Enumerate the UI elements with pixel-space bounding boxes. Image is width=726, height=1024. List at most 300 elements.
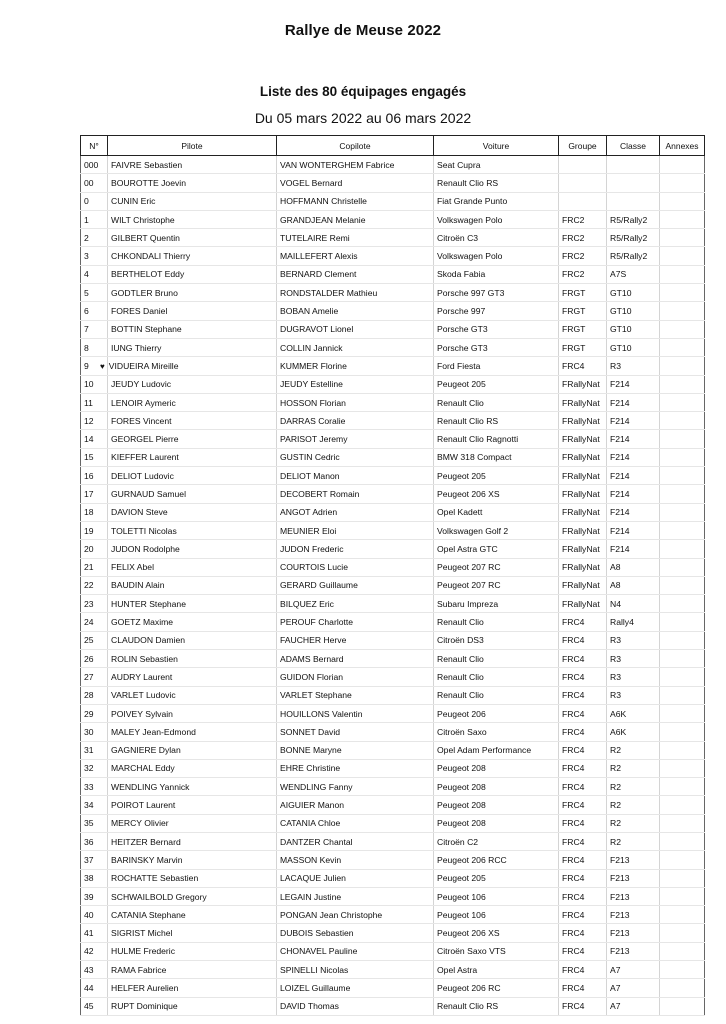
cell-copilote: CHONAVEL Pauline <box>277 942 434 960</box>
cell-pilote: HEITZER Bernard <box>108 832 277 850</box>
cell-copilote: VARLET Stephane <box>277 686 434 704</box>
cell-groupe: FRC4 <box>559 814 607 832</box>
cell-groupe: FRallyNat <box>559 576 607 594</box>
cell-voiture: Citroën DS3 <box>434 631 559 649</box>
cell-pilote: VARLET Ludovic <box>108 686 277 704</box>
cell-copilote: LOIZEL Guillaume <box>277 979 434 997</box>
table-row <box>81 430 705 448</box>
cell-voiture: Peugeot 207 RC <box>434 558 559 576</box>
cell-classe: R3 <box>607 686 660 704</box>
cell-copilote: BERNARD Clement <box>277 265 434 283</box>
cell-copilote: PARISOT Jeremy <box>277 430 434 448</box>
cell-voiture: Peugeot 208 <box>434 796 559 814</box>
cell-annexes <box>660 631 705 649</box>
cell-copilote: JUDON Frederic <box>277 540 434 558</box>
cell-groupe: FRC4 <box>559 796 607 814</box>
cell-groupe: FRGT <box>559 338 607 356</box>
cell-num: 28 <box>81 686 108 704</box>
cell-classe: F214 <box>607 521 660 539</box>
cell-voiture: Renault Clio RS <box>434 997 559 1015</box>
cell-annexes <box>660 686 705 704</box>
cell-classe: F213 <box>607 887 660 905</box>
table-row <box>81 778 705 796</box>
cell-classe: N4 <box>607 595 660 613</box>
cell-voiture: Opel Astra GTC <box>434 540 559 558</box>
cell-classe: Rally4 <box>607 613 660 631</box>
cell-groupe: FRC4 <box>559 887 607 905</box>
cell-voiture: Renault Clio Ragnotti <box>434 430 559 448</box>
cell-voiture: Subaru Impreza <box>434 595 559 613</box>
cell-voiture: Fiat Grande Punto <box>434 192 559 210</box>
cell-annexes <box>660 851 705 869</box>
cell-pilote: JUDON Rodolphe <box>108 540 277 558</box>
cell-pilote: BAUDIN Alain <box>108 576 277 594</box>
cell-classe: GT10 <box>607 320 660 338</box>
cell-voiture: Peugeot 208 <box>434 778 559 796</box>
cell-classe: A8 <box>607 576 660 594</box>
cell-classe: R2 <box>607 814 660 832</box>
cell-classe: F214 <box>607 467 660 485</box>
cell-classe: R3 <box>607 668 660 686</box>
cell-classe: GT10 <box>607 302 660 320</box>
cell-annexes <box>660 576 705 594</box>
cell-voiture: Seat Cupra <box>434 156 559 174</box>
cell-pilote: JEUDY Ludovic <box>108 375 277 393</box>
cell-voiture: Ford Fiesta <box>434 357 559 375</box>
cell-copilote: LEGAIN Justine <box>277 887 434 905</box>
cell-voiture: Peugeot 207 RC <box>434 576 559 594</box>
table-row <box>81 723 705 741</box>
cell-num: 00 <box>81 174 108 192</box>
table-row <box>81 650 705 668</box>
cell-annexes <box>660 375 705 393</box>
cell-copilote: GUSTIN Cedric <box>277 448 434 466</box>
cell-copilote: DECOBERT Romain <box>277 485 434 503</box>
cell-num: 31 <box>81 741 108 759</box>
table-row <box>81 393 705 411</box>
cell-voiture: Citroën C2 <box>434 832 559 850</box>
cell-groupe: FRC2 <box>559 247 607 265</box>
cell-pilote: FORES Vincent <box>108 412 277 430</box>
cell-pilote: KIEFFER Laurent <box>108 448 277 466</box>
cell-num: 37 <box>81 851 108 869</box>
cell-annexes <box>660 521 705 539</box>
cell-voiture: Peugeot 205 <box>434 375 559 393</box>
cell-groupe: FRC4 <box>559 997 607 1015</box>
cell-annexes <box>660 650 705 668</box>
cell-num: 27 <box>81 668 108 686</box>
cell-num: 40 <box>81 906 108 924</box>
cell-annexes <box>660 869 705 887</box>
cell-pilote: ROCHATTE Sebastien <box>108 869 277 887</box>
cell-copilote: VAN WONTERGHEM Fabrice <box>277 156 434 174</box>
cell-pilote: POIROT Laurent <box>108 796 277 814</box>
cell-num: 11 <box>81 393 108 411</box>
cell-groupe: FRC4 <box>559 686 607 704</box>
cell-voiture: Opel Astra <box>434 961 559 979</box>
cell-classe: F213 <box>607 851 660 869</box>
cell-voiture: Opel Kadett <box>434 503 559 521</box>
table-row <box>81 961 705 979</box>
cell-groupe: FRallyNat <box>559 467 607 485</box>
table-row <box>81 229 705 247</box>
cell-pilote: FAIVRE Sebastien <box>108 156 277 174</box>
cell-groupe: FRC2 <box>559 210 607 228</box>
cell-pilote: LENOIR Aymeric <box>108 393 277 411</box>
cell-pilote: DELIOT Ludovic <box>108 467 277 485</box>
cell-pilote: SIGRIST Michel <box>108 924 277 942</box>
cell-annexes <box>660 887 705 905</box>
cell-copilote: HOUILLONS Valentin <box>277 704 434 722</box>
cell-classe: A7 <box>607 997 660 1015</box>
cell-num: 41 <box>81 924 108 942</box>
cell-groupe: FRC2 <box>559 265 607 283</box>
cell-num: 24 <box>81 613 108 631</box>
cell-num: 30 <box>81 723 108 741</box>
table-row <box>81 375 705 393</box>
cell-annexes <box>660 997 705 1015</box>
cell-groupe: FRC4 <box>559 613 607 631</box>
table-row <box>81 686 705 704</box>
cell-pilote: CUNIN Eric <box>108 192 277 210</box>
cell-copilote: COLLIN Jannick <box>277 338 434 356</box>
cell-annexes <box>660 924 705 942</box>
cell-groupe: FRC4 <box>559 357 607 375</box>
cell-copilote: DARRAS Coralie <box>277 412 434 430</box>
cell-classe: A8 <box>607 558 660 576</box>
cell-num: 36 <box>81 832 108 850</box>
cell-copilote: GERARD Guillaume <box>277 576 434 594</box>
cell-groupe <box>559 156 607 174</box>
cell-voiture: Peugeot 208 <box>434 814 559 832</box>
cell-classe: F214 <box>607 375 660 393</box>
cell-voiture: Peugeot 206 <box>434 704 559 722</box>
cell-num: 20 <box>81 540 108 558</box>
cell-num: 14 <box>81 430 108 448</box>
cell-voiture: Peugeot 208 <box>434 759 559 777</box>
cell-classe: F213 <box>607 942 660 960</box>
cell-voiture: Renault Clio <box>434 393 559 411</box>
cell-groupe: FRallyNat <box>559 558 607 576</box>
table-row <box>81 906 705 924</box>
cell-pilote: DAVION Steve <box>108 503 277 521</box>
cell-groupe: FRC4 <box>559 961 607 979</box>
cell-pilote: BARINSKY Marvin <box>108 851 277 869</box>
cell-num: 32 <box>81 759 108 777</box>
cell-pilote: GOETZ Maxime <box>108 613 277 631</box>
cell-classe: GT10 <box>607 338 660 356</box>
cell-num: 2 <box>81 229 108 247</box>
cell-annexes <box>660 393 705 411</box>
cell-num: 12 <box>81 412 108 430</box>
cell-annexes <box>660 357 705 375</box>
cell-num: 29 <box>81 704 108 722</box>
cell-num: 1 <box>81 210 108 228</box>
cell-classe: F214 <box>607 540 660 558</box>
cell-groupe: FRC4 <box>559 869 607 887</box>
table-row <box>81 613 705 631</box>
cell-groupe: FRallyNat <box>559 521 607 539</box>
cell-copilote: GUIDON Florian <box>277 668 434 686</box>
cell-classe: R2 <box>607 832 660 850</box>
cell-voiture: Citroën C3 <box>434 229 559 247</box>
table-row <box>81 814 705 832</box>
table-row <box>81 942 705 960</box>
cell-num: 43 <box>81 961 108 979</box>
cell-voiture: Renault Clio <box>434 686 559 704</box>
cell-pilote: CATANIA Stephane <box>108 906 277 924</box>
cell-groupe: FRC4 <box>559 723 607 741</box>
cell-pilote: BOTTIN Stephane <box>108 320 277 338</box>
table-row <box>81 759 705 777</box>
cell-copilote: MAILLEFERT Alexis <box>277 247 434 265</box>
cell-voiture: Volkswagen Polo <box>434 247 559 265</box>
table-row <box>81 631 705 649</box>
cell-pilote: GURNAUD Samuel <box>108 485 277 503</box>
cell-voiture: Renault Clio <box>434 613 559 631</box>
cell-voiture: Opel Adam Performance <box>434 741 559 759</box>
cell-annexes <box>660 320 705 338</box>
header-num: N° <box>81 136 108 156</box>
cell-classe: F214 <box>607 430 660 448</box>
cell-copilote: HOSSON Florian <box>277 393 434 411</box>
cell-copilote: JEUDY Estelline <box>277 375 434 393</box>
cell-classe <box>607 156 660 174</box>
cell-groupe: FRallyNat <box>559 503 607 521</box>
cell-classe: F213 <box>607 869 660 887</box>
cell-voiture: BMW 318 Compact <box>434 448 559 466</box>
cell-groupe: FRC4 <box>559 979 607 997</box>
cell-annexes <box>660 979 705 997</box>
cell-classe: A6K <box>607 723 660 741</box>
cell-copilote: COURTOIS Lucie <box>277 558 434 576</box>
cell-annexes <box>660 284 705 302</box>
cell-classe: F214 <box>607 393 660 411</box>
table-row <box>81 576 705 594</box>
table-row <box>81 887 705 905</box>
cell-num: 34 <box>81 796 108 814</box>
cell-voiture: Peugeot 106 <box>434 906 559 924</box>
cell-voiture: Peugeot 206 RC <box>434 979 559 997</box>
cell-copilote: DUBOIS Sebastien <box>277 924 434 942</box>
table-row <box>81 869 705 887</box>
table-row <box>81 503 705 521</box>
cell-classe: A7 <box>607 961 660 979</box>
cell-copilote: DANTZER Chantal <box>277 832 434 850</box>
cell-num: 0 <box>81 192 108 210</box>
cell-classe: A7S <box>607 265 660 283</box>
cell-annexes <box>660 247 705 265</box>
cell-copilote: ADAMS Bernard <box>277 650 434 668</box>
cell-num: 10 <box>81 375 108 393</box>
cell-pilote: WILT Christophe <box>108 210 277 228</box>
cell-annexes <box>660 485 705 503</box>
cell-groupe: FRC4 <box>559 851 607 869</box>
cell-voiture: Renault Clio <box>434 650 559 668</box>
table-row <box>81 924 705 942</box>
cell-groupe: FRC4 <box>559 668 607 686</box>
cell-groupe: FRGT <box>559 320 607 338</box>
cell-num: 25 <box>81 631 108 649</box>
table-header-row <box>81 136 705 156</box>
cell-copilote: RONDSTALDER Mathieu <box>277 284 434 302</box>
cell-num: 16 <box>81 467 108 485</box>
cell-copilote: BONNE Maryne <box>277 741 434 759</box>
cell-pilote: IUNG Thierry <box>108 338 277 356</box>
cell-pilote: FORES Daniel <box>108 302 277 320</box>
cell-annexes <box>660 503 705 521</box>
cell-voiture: Volkswagen Golf 2 <box>434 521 559 539</box>
cell-groupe: FRallyNat <box>559 595 607 613</box>
cell-annexes <box>660 338 705 356</box>
header-annexes: Annexes <box>660 136 705 156</box>
table-row <box>81 467 705 485</box>
cell-voiture: Renault Clio <box>434 668 559 686</box>
cell-copilote: BOBAN Amelie <box>277 302 434 320</box>
cell-classe: R5/Rally2 <box>607 247 660 265</box>
cell-num: 9 <box>81 357 108 375</box>
cell-groupe: FRC2 <box>559 229 607 247</box>
cell-copilote: BILQUEZ Eric <box>277 595 434 613</box>
cell-pilote: MERCY Olivier <box>108 814 277 832</box>
cell-pilote: HULME Frederic <box>108 942 277 960</box>
cell-annexes <box>660 595 705 613</box>
cell-num: 21 <box>81 558 108 576</box>
cell-pilote: CHKONDALI Thierry <box>108 247 277 265</box>
cell-classe: F214 <box>607 412 660 430</box>
cell-pilote: RUPT Dominique <box>108 997 277 1015</box>
cell-groupe: FRC4 <box>559 741 607 759</box>
cell-voiture: Volkswagen Polo <box>434 210 559 228</box>
table-row <box>81 595 705 613</box>
cell-pilote: AUDRY Laurent <box>108 668 277 686</box>
cell-annexes <box>660 741 705 759</box>
cell-copilote: PEROUF Charlotte <box>277 613 434 631</box>
cell-voiture: Porsche 997 GT3 <box>434 284 559 302</box>
cell-voiture: Renault Clio RS <box>434 412 559 430</box>
cell-voiture: Peugeot 206 XS <box>434 485 559 503</box>
cell-groupe: FRGT <box>559 302 607 320</box>
table-row <box>81 704 705 722</box>
table-row <box>81 302 705 320</box>
cell-copilote: GRANDJEAN Melanie <box>277 210 434 228</box>
cell-num: 22 <box>81 576 108 594</box>
table-body <box>81 156 705 1016</box>
cell-copilote: FAUCHER Herve <box>277 631 434 649</box>
cell-classe: A7 <box>607 979 660 997</box>
cell-num: 5 <box>81 284 108 302</box>
cell-copilote: DELIOT Manon <box>277 467 434 485</box>
table-row <box>81 265 705 283</box>
cell-groupe: FRallyNat <box>559 540 607 558</box>
cell-annexes <box>660 540 705 558</box>
cell-pilote: POIVEY Sylvain <box>108 704 277 722</box>
cell-annexes <box>660 778 705 796</box>
cell-annexes <box>660 412 705 430</box>
cell-num: 23 <box>81 595 108 613</box>
cell-num: 17 <box>81 485 108 503</box>
cell-num: 44 <box>81 979 108 997</box>
cell-num: 26 <box>81 650 108 668</box>
cell-copilote: MASSON Kevin <box>277 851 434 869</box>
cell-annexes <box>660 558 705 576</box>
cell-voiture: Peugeot 206 RCC <box>434 851 559 869</box>
cell-num: 35 <box>81 814 108 832</box>
cell-annexes <box>660 814 705 832</box>
cell-num: 7 <box>81 320 108 338</box>
cell-groupe: FRC4 <box>559 924 607 942</box>
cell-annexes <box>660 192 705 210</box>
cell-copilote: SPINELLI Nicolas <box>277 961 434 979</box>
cell-annexes <box>660 796 705 814</box>
cell-copilote: DUGRAVOT Lionel <box>277 320 434 338</box>
cell-pilote: WENDLING Yannick <box>108 778 277 796</box>
cell-groupe: FRC4 <box>559 778 607 796</box>
cell-num: 33 <box>81 778 108 796</box>
cell-pilote: GEORGEL Pierre <box>108 430 277 448</box>
cell-pilote: GAGNIERE Dylan <box>108 741 277 759</box>
cell-groupe: FRallyNat <box>559 430 607 448</box>
table-row <box>81 210 705 228</box>
cell-voiture: Peugeot 205 <box>434 467 559 485</box>
cell-pilote: MARCHAL Eddy <box>108 759 277 777</box>
cell-pilote: GILBERT Quentin <box>108 229 277 247</box>
cell-pilote: FELIX Abel <box>108 558 277 576</box>
table-row <box>81 521 705 539</box>
header-voiture: Voiture <box>434 136 559 156</box>
cell-annexes <box>660 961 705 979</box>
cell-groupe: FRC4 <box>559 906 607 924</box>
cell-copilote: ANGOT Adrien <box>277 503 434 521</box>
cell-num: 45 <box>81 997 108 1015</box>
cell-voiture: Renault Clio RS <box>434 174 559 192</box>
cell-copilote: VOGEL Bernard <box>277 174 434 192</box>
cell-annexes <box>660 430 705 448</box>
table-row <box>81 832 705 850</box>
cell-pilote: RAMA Fabrice <box>108 961 277 979</box>
table-row <box>81 448 705 466</box>
table-row <box>81 338 705 356</box>
cell-voiture: Skoda Fabia <box>434 265 559 283</box>
cell-classe: R5/Rally2 <box>607 210 660 228</box>
cell-voiture: Peugeot 205 <box>434 869 559 887</box>
cell-classe: R2 <box>607 796 660 814</box>
cell-classe: F213 <box>607 906 660 924</box>
cell-annexes <box>660 723 705 741</box>
cell-annexes <box>660 467 705 485</box>
document-subtitle: Liste des 80 équipages engagés <box>259 84 467 99</box>
cell-copilote: CATANIA Chloe <box>277 814 434 832</box>
cell-copilote: PONGAN Jean Christophe <box>277 906 434 924</box>
table-row <box>81 540 705 558</box>
table-row <box>81 558 705 576</box>
cell-copilote: EHRE Christine <box>277 759 434 777</box>
cell-num: 8 <box>81 338 108 356</box>
table-row <box>81 979 705 997</box>
cell-annexes <box>660 759 705 777</box>
cell-voiture: Peugeot 206 XS <box>434 924 559 942</box>
cell-annexes <box>660 229 705 247</box>
cell-annexes <box>660 448 705 466</box>
table-row <box>81 851 705 869</box>
header-copilote: Copilote <box>277 136 434 156</box>
table-row <box>81 741 705 759</box>
table-row <box>81 192 705 210</box>
cell-copilote: MEUNIER Eloi <box>277 521 434 539</box>
cell-classe: R5/Rally2 <box>607 229 660 247</box>
cell-voiture: Porsche GT3 <box>434 320 559 338</box>
cell-annexes <box>660 832 705 850</box>
